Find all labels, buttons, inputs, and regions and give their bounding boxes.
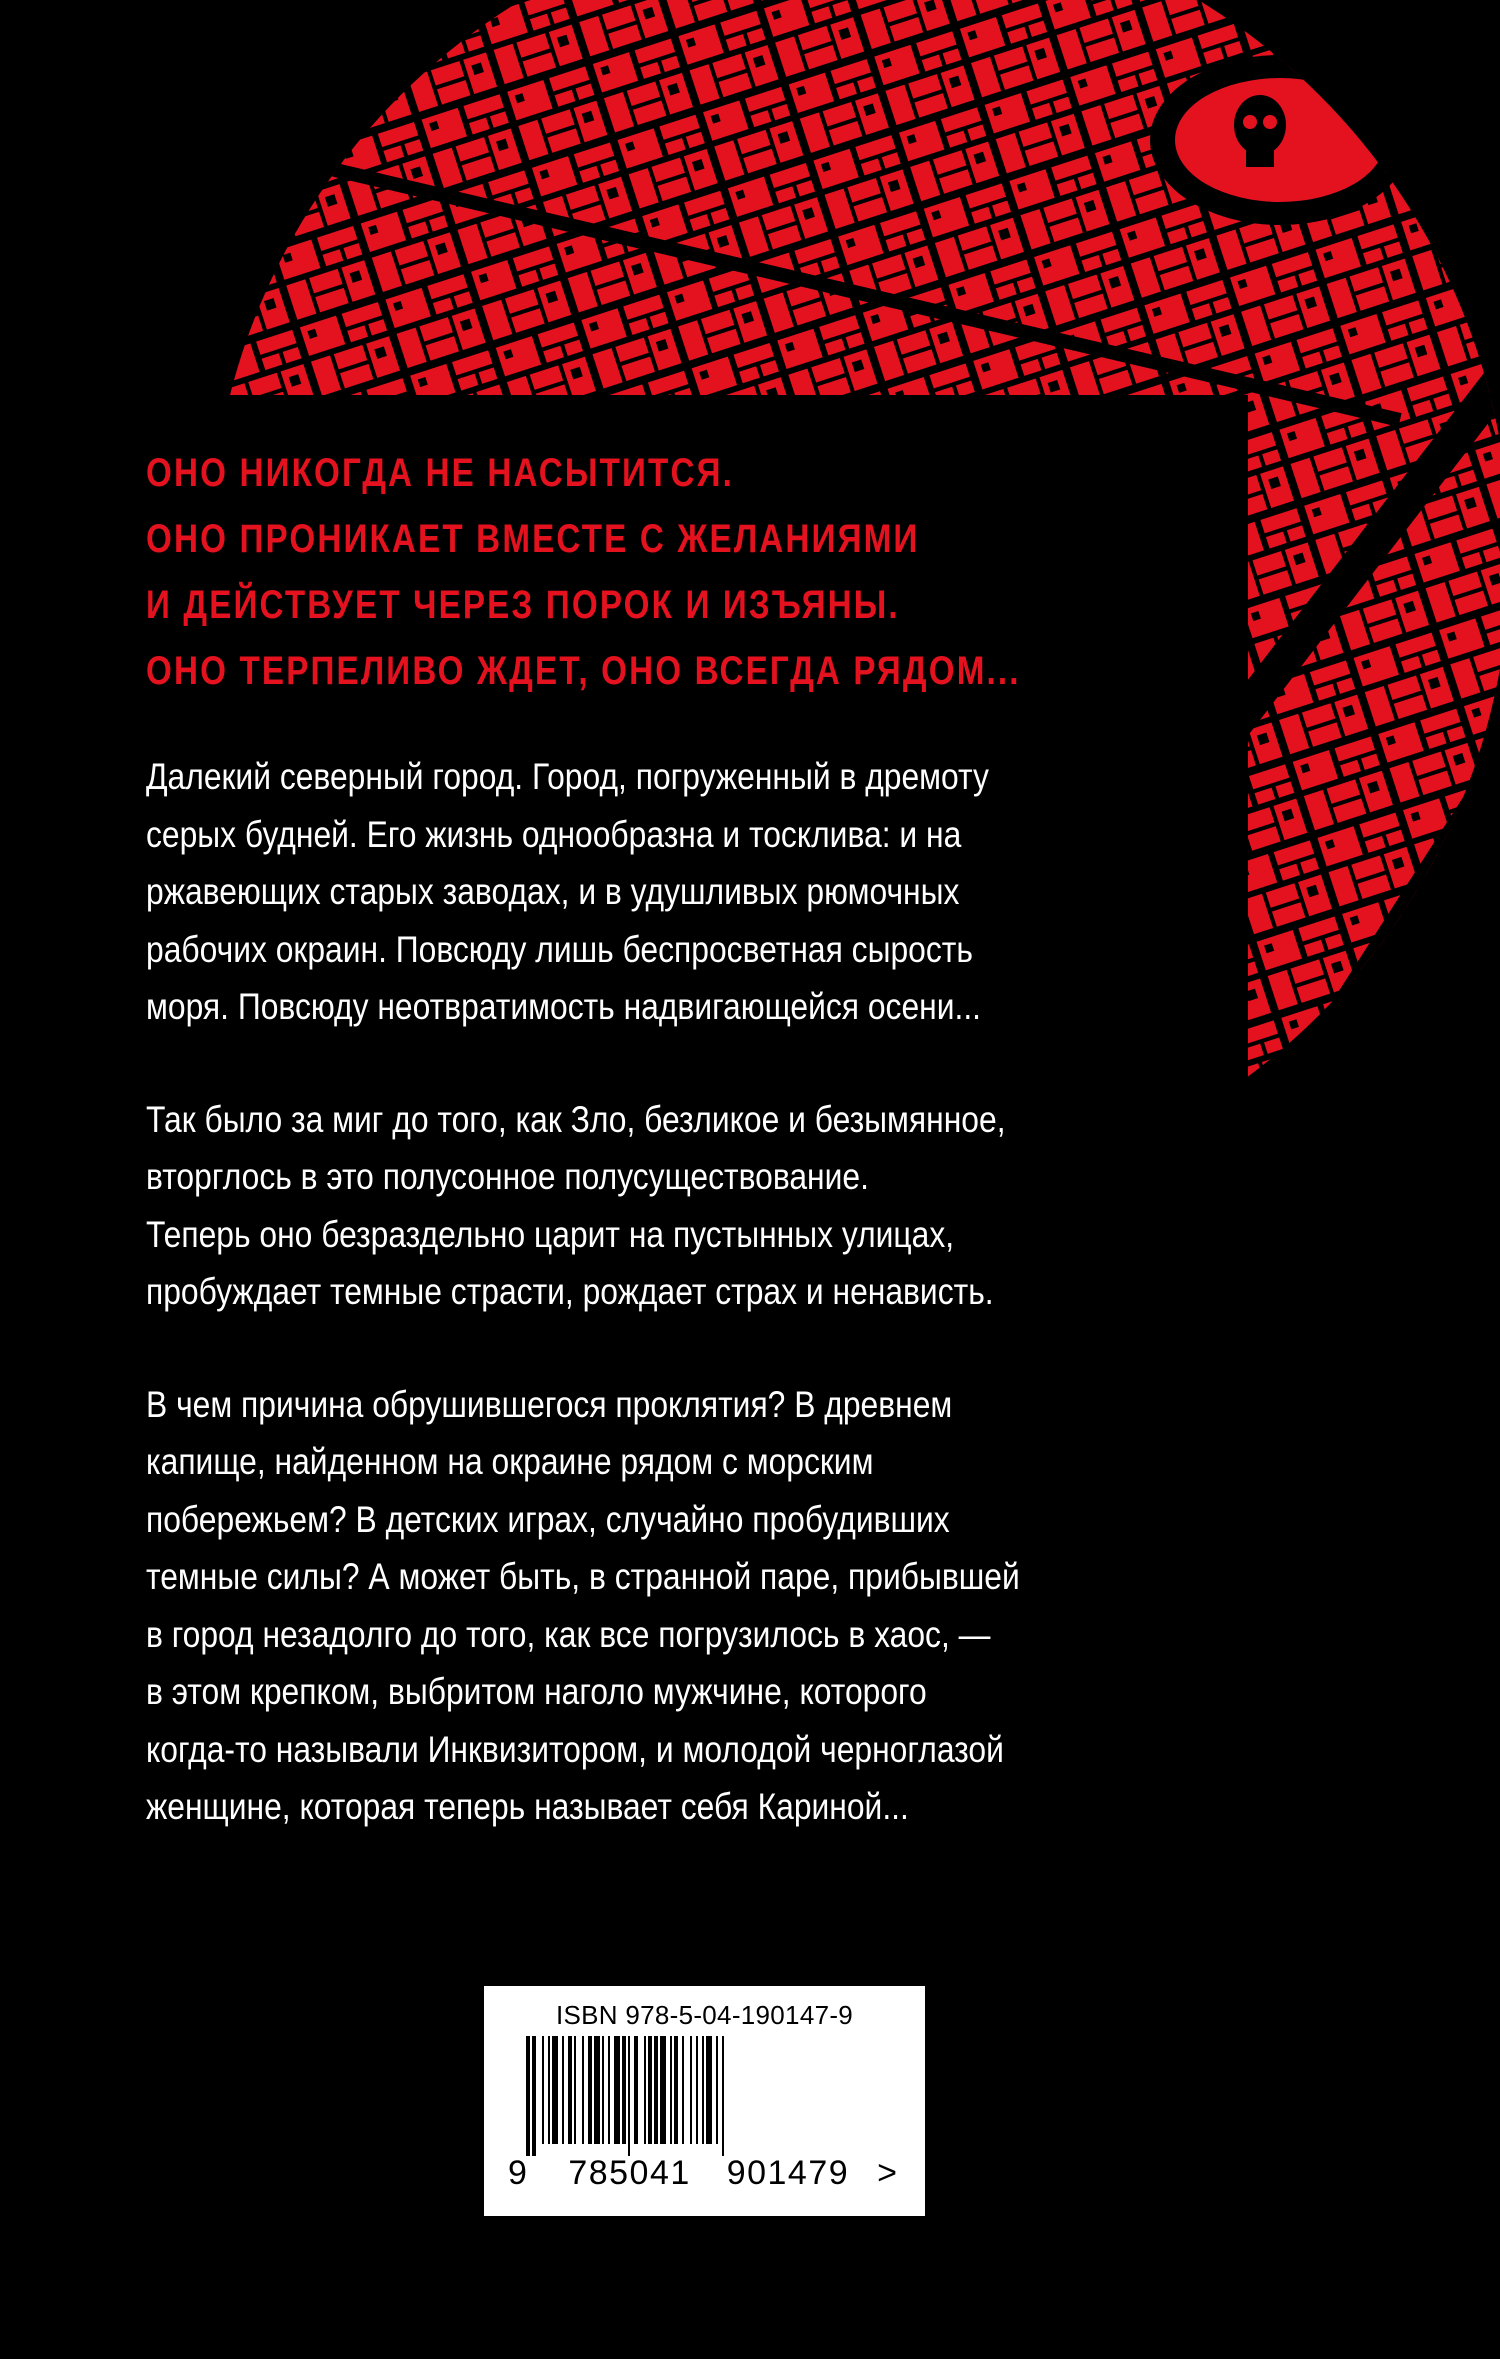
- barcode-bar: [542, 2036, 544, 2144]
- barcode-bar: [682, 2036, 684, 2144]
- text-line: вторглось в это полусонное полусуществование.: [146, 1156, 869, 1197]
- text-line: ржавеющих старых заводах, и в удушливых рюмочных: [146, 871, 960, 912]
- barcode-bar: [634, 2036, 638, 2144]
- barcode-bar: [608, 2036, 610, 2144]
- barcode-bar: [660, 2036, 666, 2144]
- barcode-digits-end: >: [877, 2154, 899, 2192]
- barcode-bar: [628, 2036, 630, 2156]
- barcode-digits: [508, 2154, 908, 2193]
- barcode-bar: [614, 2036, 620, 2144]
- barcode-bar: [588, 2036, 592, 2144]
- barcode-bar: [644, 2036, 646, 2144]
- barcode-bar: [552, 2036, 558, 2144]
- barcode-digit-first: 9: [508, 2154, 529, 2192]
- text-line: серых будней. Его жизнь однообразна и тосклива: и на: [146, 813, 962, 855]
- text-line: темные силы? А может быть, в странной паре, прибывшей: [146, 1556, 1020, 1597]
- barcode-bars: [522, 2036, 887, 2156]
- barcode-bar: [690, 2036, 692, 2144]
- barcode-bar: [526, 2036, 530, 2156]
- barcode-digits-group-2: 901479: [726, 2154, 850, 2192]
- barcode-bar: [568, 2036, 572, 2144]
- tagline-line: ОНО ПРОНИКАЕТ ВМЕСТЕ С ЖЕЛАНИЯМИ: [146, 517, 920, 561]
- text-line: Далекий северный город. Город, погруженный в дремоту: [146, 756, 989, 797]
- text-line: в этом крепком, выбритом наголо мужчине, которого: [146, 1671, 927, 1712]
- text-line: капище, найденном на окраине рядом с морским: [146, 1441, 874, 1482]
- barcode-bar: [696, 2036, 698, 2144]
- isbn-barcode: [484, 1986, 925, 2216]
- barcode-bar: [532, 2036, 536, 2156]
- barcode-bar: [702, 2036, 704, 2144]
- isbn-label: ISBN 978-5-04-190147-9: [555, 2000, 854, 2030]
- text-line: моря. Повсюду неотвратимость надвигающейся осени...: [146, 986, 982, 1027]
- description-paragraph-1: [146, 748, 1246, 1036]
- description-paragraph-3: [146, 1376, 1246, 1836]
- text-line: В чем причина обрушившегося проклятия? В древнем: [146, 1383, 953, 1425]
- barcode-bar: [574, 2036, 576, 2144]
- barcode-bar: [674, 2036, 678, 2144]
- cover-text: [146, 440, 1246, 1836]
- barcode-bar: [602, 2036, 604, 2144]
- barcode-bar: [582, 2036, 584, 2144]
- text-line: в город незадолго до того, как все погрузилось в хаос, —: [146, 1613, 991, 1655]
- text-line: рабочих окраин. Повсюду лишь беспросветная сырость: [146, 928, 973, 970]
- barcode-bar: [594, 2036, 600, 2144]
- barcode-bar: [654, 2036, 658, 2144]
- text-line: побережьем? В детских играх, случайно пробудивших: [146, 1498, 950, 1540]
- tagline-line: И ДЕЙСТВУЕТ ЧЕРЕЗ ПОРОК И ИЗЪЯНЫ.: [146, 583, 900, 627]
- barcode-bar: [722, 2036, 724, 2156]
- text-line: когда-то называли Инквизитором, и молодой черноглазой: [146, 1728, 1004, 1770]
- barcode-bar: [716, 2036, 718, 2144]
- barcode-bar: [622, 2036, 626, 2144]
- barcode-bar: [706, 2036, 712, 2144]
- barcode-digits-group-1: 785041: [568, 2154, 691, 2192]
- tagline-line: ОНО ТЕРПЕЛИВО ЖДЕТ, ОНО ВСЕГДА РЯДОМ...: [146, 649, 1021, 693]
- publisher-website: www.eksmo.ru: [630, 2195, 785, 2220]
- barcode-bar: [562, 2036, 564, 2144]
- barcode-bar: [670, 2036, 672, 2144]
- barcode-bar: [548, 2036, 550, 2144]
- text-line: женщине, которая теперь называет себя Кариной...: [146, 1786, 909, 1827]
- description-paragraph-2: [146, 1091, 1246, 1321]
- barcode-bar: [648, 2036, 652, 2144]
- text-line: Теперь оно безраздельно царит на пустынных улицах,: [146, 1213, 955, 1255]
- text-line: пробуждает темные страсти, рождает страх и ненависть.: [146, 1271, 994, 1312]
- text-line: Так было за миг до того, как Зло, безликое и безымянное,: [146, 1098, 1006, 1140]
- tagline-line: ОНО НИКОГДА НЕ НАСЫТИТСЯ.: [146, 451, 735, 495]
- tagline: [146, 440, 1246, 704]
